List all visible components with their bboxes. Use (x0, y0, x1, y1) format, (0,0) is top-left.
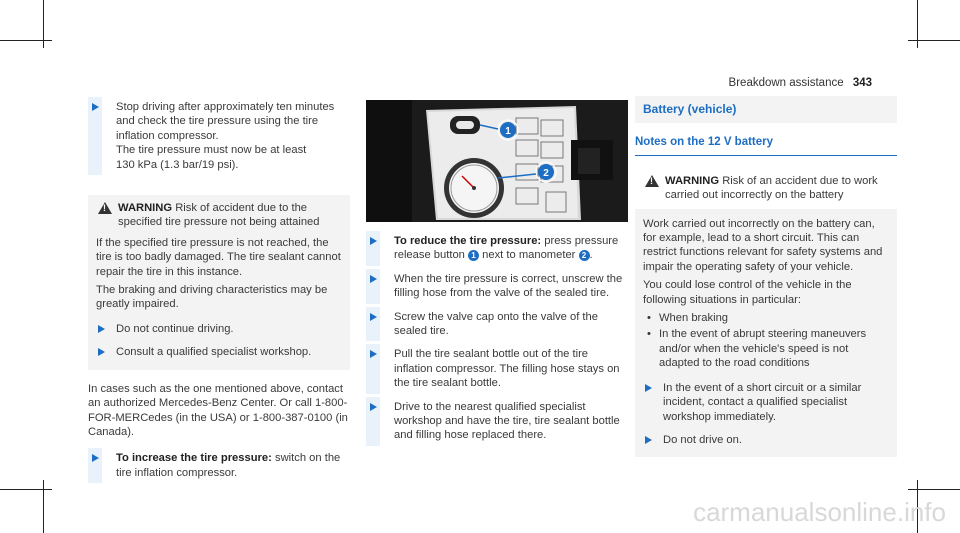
crop-mark (0, 489, 52, 490)
warning-body: You could lose control of the vehicle in the following situations in particular: (643, 279, 852, 306)
step-increase-pressure: To increase the tire pressure: switch on the tire inflation compressor. (88, 451, 350, 480)
warning-body-box (635, 209, 897, 458)
step-line: The tire pressure must now be at least (116, 144, 307, 157)
arrow-icon (370, 403, 377, 411)
page-number: 343 (852, 77, 872, 89)
svg-text:2: 2 (543, 168, 549, 179)
warning-step: Consult a qualified specialist workshop. (96, 345, 342, 359)
arrow-icon (370, 350, 377, 358)
arrow-icon (92, 454, 99, 462)
callout-badge: 1 (468, 250, 479, 261)
warning-title: Risk of an accident due to work carried out incorrectly on the battery (665, 174, 878, 202)
warning-box (88, 195, 350, 370)
crop-mark (0, 40, 52, 41)
warning-box (635, 168, 897, 209)
contact-paragraph: In cases such as the one mentioned above, contact an authorized Mercedes-Benz Center. Or call 1-800-FOR-MERCedes (in the USA) or 1-800-387-0100 (in Canada). (88, 382, 348, 438)
arrow-icon (370, 313, 377, 321)
column-1 (88, 100, 350, 489)
list-item: • When braking (643, 311, 889, 325)
step-unscrew-hose: When the tire pressure is correct, unscrew the filling hose from the valve of the sealed tire. (366, 272, 628, 301)
step-stop-driving (88, 100, 350, 172)
header-section: Breakdown assistance (728, 77, 844, 89)
callout-badge: 2 (579, 250, 590, 261)
warning-step: Do not continue driving. (96, 322, 342, 336)
step-line: 130 kPa (1.3 bar/19 psi). (116, 158, 239, 171)
warning-label: WARNING (118, 202, 173, 215)
step-line: inflation compressor. (116, 129, 219, 142)
arrow-icon (370, 237, 377, 245)
crop-mark (908, 489, 960, 490)
watermark: carmanualsonline.info (693, 497, 946, 527)
warning-step: Do not drive on. (643, 433, 889, 447)
step-reduce-pressure: To reduce the tire pressure: press pressure release button 1 next to manometer 2 . (366, 234, 628, 263)
warning-icon (645, 175, 659, 187)
column-2 (366, 100, 628, 452)
svg-text:1: 1 (505, 126, 511, 137)
step-line: Stop driving after approximately ten minutes (116, 101, 335, 113)
warning-body: Work carried out incorrectly on the battery can, for example, lead to a short circuit. This can restrict functions relevant for safety systems and impair the operating safety of your vehicle. (643, 217, 883, 273)
warning-step: In the event of a short circuit or a similar incident, contact a qualified specialist workshop immediately. (643, 381, 889, 424)
arrow-icon (98, 325, 105, 333)
step-drive-workshop: Drive to the nearest qualified specialist workshop and have the tire, tire sealant bottle and filling hose replaced there. (366, 400, 628, 443)
step-pull-bottle: Pull the tire sealant bottle out of the tire inflation compressor. The filling hose stays on the tire sealant bottle. (366, 347, 628, 390)
arrow-icon (370, 275, 377, 283)
warning-label: WARNING (665, 174, 720, 187)
compressor-illustration (366, 100, 628, 222)
arrow-icon (645, 436, 652, 444)
crop-mark (908, 40, 960, 41)
running-header (729, 76, 872, 90)
crop-mark (43, 480, 44, 533)
step-valve-cap: Screw the valve cap onto the valve of the sealed tire. (366, 310, 628, 339)
arrow-icon (92, 103, 99, 111)
compressor-photo (366, 100, 628, 222)
list-item: • In the event of abrupt steering maneuvers and/or when the vehicle's speed is not adapted to the road conditions (643, 327, 889, 370)
arrow-icon (98, 348, 105, 356)
warning-body: The braking and driving characteristics may be greatly impaired. (96, 284, 328, 311)
warning-title: Risk of accident due to the specified tire pressure not being attained (118, 202, 320, 229)
subsection-heading: Notes on the 12 V battery (635, 135, 897, 155)
section-heading-box (635, 96, 897, 123)
section-heading: Battery (vehicle) (643, 102, 737, 116)
warning-icon (98, 202, 112, 214)
arrow-icon (645, 384, 652, 392)
column-3 (635, 96, 897, 457)
warning-body: If the specified tire pressure is not reached, the tire is too badly damaged. The tire sealant cannot repair the tire in this instance. (96, 236, 341, 278)
step-line: and check the tire pressure using the tire (116, 115, 319, 128)
